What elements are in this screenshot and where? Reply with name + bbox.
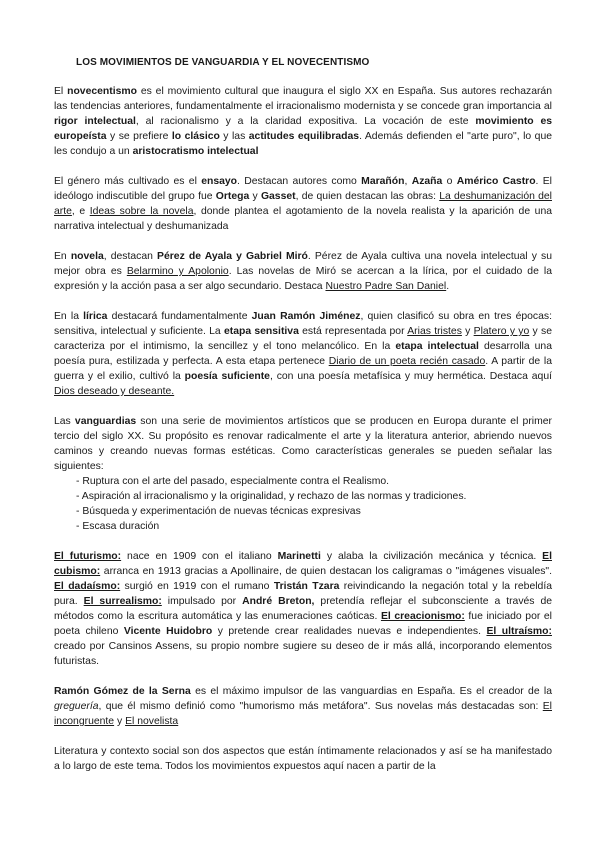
list-item: - Escasa duración	[76, 519, 552, 534]
work-title-link: El novelista	[125, 716, 179, 727]
work-title-link: La deshumanización del arte	[54, 191, 552, 217]
work-title-link: El incongruente	[54, 701, 552, 727]
work-title-link: Diario de un poeta recién casado	[328, 356, 486, 367]
work-title-link: Belarmino y Apolonio	[126, 266, 229, 277]
list-item: - Búsqueda y experimentación de nuevas técnicas expresivas	[76, 504, 552, 519]
list-item: - Aspiración al irracionalismo y la originalidad, y rechazo de las normas y tradiciones.	[76, 489, 552, 504]
paragraph-vanguardias: Las vanguardias son una serie de movimientos artísticos que se producen en Europa durante el primer tercio del siglo XX. Su propósito es renovar radicalmente el arte y la literatura anterior, abriendo nuevos caminos y creando nuevas formas estéticas. Como características generales se pueden señalar las siguientes:	[54, 416, 552, 472]
document-title: LOS MOVIMIENTOS DE VANGUARDIA Y EL NOVECENTISMO	[76, 57, 370, 68]
work-title-link: Ideas sobre la novela	[89, 206, 194, 217]
document-body	[54, 55, 552, 789]
paragraph-contexto: Literatura y contexto social son dos aspectos que están íntimamente relacionados y así se ha manifestado a lo largo de este tema. Todos los movimientos expuestos aquí nacen a partir de la	[54, 746, 552, 772]
paragraph-ensayo: El género más cultivado es el ensayo. Destacan autores como Marañón, Azaña o Américo Castro. El ideólogo indiscutible del grupo fue Ortega y Gasset, de quien destacan las obras: La deshumanización del arte, e Ideas sobre la novela, donde plantea el agotamiento de la novela realista y la aparición de una narrativa intelectual y deshumanizada	[54, 176, 553, 232]
paragraph-gomez-de-la-serna: Ramón Gómez de la Serna es el máximo impulsor de las vanguardias en España. Es el creador de la greguería, que él mismo definió como "humorismo más metáfora". Sus novelas más destacadas son: El incongruente y El novelista	[54, 686, 552, 727]
work-title-link: Arias tristes	[407, 326, 462, 337]
list-item: - Ruptura con el arte del pasado, especialmente contra el Realismo.	[76, 474, 552, 489]
work-title-link: Nuestro Padre San Daniel	[325, 281, 447, 292]
characteristics-list	[54, 474, 552, 534]
paragraph-novela: En novela, destacan Pérez de Ayala y Gabriel Miró. Pérez de Ayala cultiva una novela intelectual y su mejor obra es Belarmino y Apolonio. Las novelas de Miró se acercan a la lírica, por el cuidado de la expresión y la acción pasa a ser algo secundario. Destaca Nuestro Padre San Daniel.	[54, 251, 552, 292]
paragraph-movimientos: El futurismo: nace en 1909 con el italiano Marinetti y alaba la civilización mecánica y técnica. El cubismo: arranca en 1913 gracias a Apollinaire, de quien destacan los caligramas o "imágenes visuales". El dadaísmo: surgió en 1919 con el rumano Tristán Tzara reivindicando la negación total y la rebeldía pura. El surrealismo: impulsado por André Breton, pretendía reflejar el subconsciente a través de métodos como la escritura automática y las enumeraciones caóticas. El creacionismo: fue iniciado por el poeta chileno Vicente Huidobro y pretende crear realidades nuevas e independientes. El ultraísmo: creado por Cansinos Assens, su propio nombre sugiere su deseo de ir más allá, incorporando elementos futuristas.	[54, 551, 553, 667]
work-title-link: Dios deseado y deseante.	[54, 386, 175, 397]
paragraph-lirica: En la lírica destacará fundamentalmente Juan Ramón Jiménez, quien clasificó su obra en tres épocas: sensitiva, intelectual y suficiente. La etapa sensitiva está representada por Arias tristes y Platero y yo y se caracteriza por el intimismo, la sencillez y el tono melancólico. En la etapa intelectual desarrolla una poesía pura, estilizada y perfecta. A esta etapa pertenece Diario de un poeta recién casado. A partir de la guerra y el exilio, cultivó la poesía suficiente, con una poesía metafísica y muy hermética. Destaca aquí Dios deseado y deseante.	[54, 311, 552, 397]
work-title-link: Platero y yo	[473, 326, 530, 337]
paragraph-novecentismo: El novecentismo es el movimiento cultural que inaugura el siglo XX en España. Sus autores rechazarán las tendencias anteriores, fundamentalmente el irracionalismo modernista y se concede gran importancia al rigor intelectual, al racionalismo y a la claridad expositiva. La vocación de este movimiento es europeísta y se prefiere lo clásico y las actitudes equilibradas. Además defienden el "arte puro", lo que les condujo a un aristocratismo intelectual	[54, 86, 553, 157]
